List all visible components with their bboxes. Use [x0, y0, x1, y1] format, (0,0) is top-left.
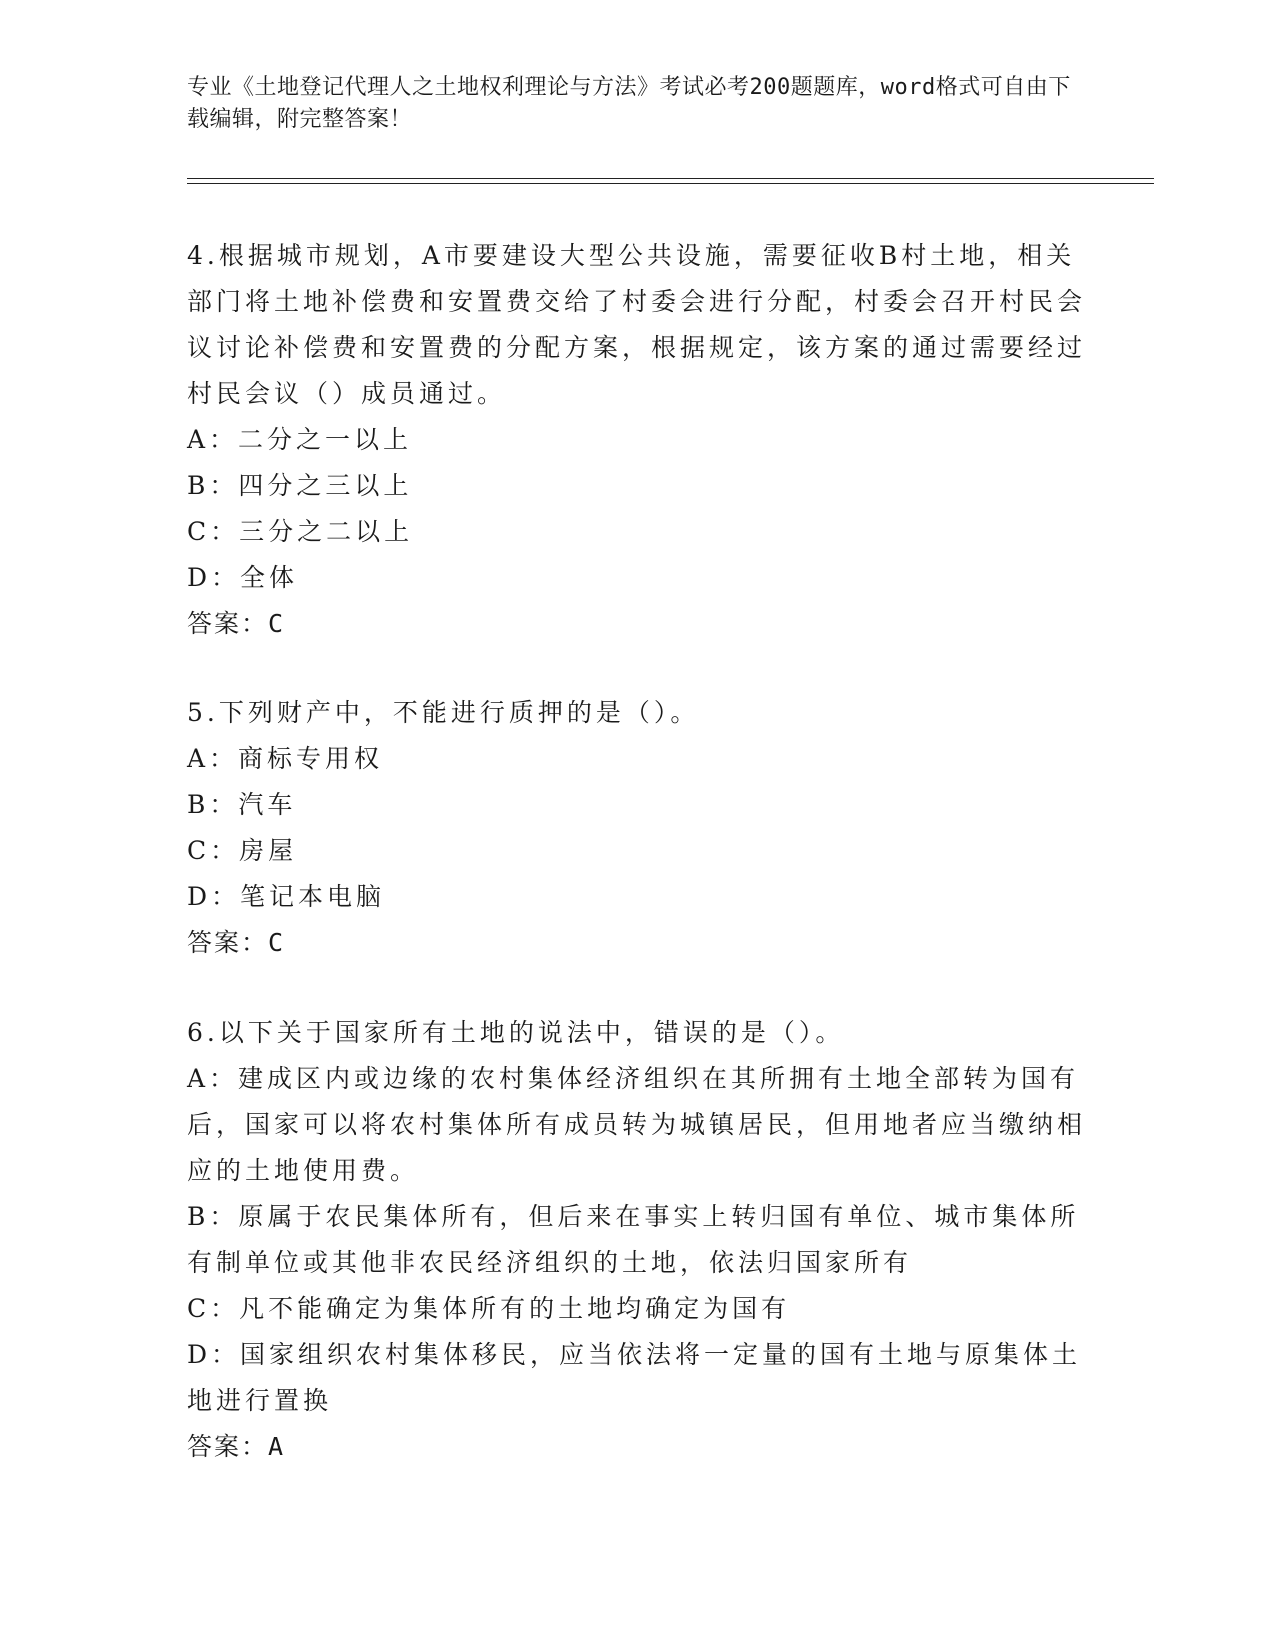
option-c: C：凡不能确定为集体所有的土地均确定为国有 — [187, 1294, 791, 1323]
option-b: B：四分之三以上 — [187, 471, 413, 500]
question-stem: 5.下列财产中，不能进行质押的是（）。 — [187, 698, 700, 727]
answer-value: A — [268, 1432, 285, 1461]
option-a: A：建成区内或边缘的农村集体经济组织在其所拥有土地全部转为国有后，国家可以将农村集体所有成员转为城镇居民，但用地者应当缴纳相应的土地使用费。 — [187, 1064, 1087, 1185]
document-header: 专业《土地登记代理人之土地权利理论与方法》考试必考200题题库，word格式可自由下载编辑，附完整答案！ — [187, 75, 1071, 132]
option-b: B：汽车 — [187, 790, 297, 819]
question-stem: 4.根据城市规划，A市要建设大型公共设施，需要征收B村土地，相关部门将土地补偿费和安置费交给了村委会进行分配，村委会召开村民会议讨论补偿费和安置费的分配方案，根据规定，该方案的通过需要经过村民会议（）成员通过。 — [187, 241, 1087, 408]
question-6 — [187, 1010, 1087, 1470]
answer-value: C — [268, 609, 285, 638]
option-d: D：国家组织农村集体移民，应当依法将一定量的国有土地与原集体土地进行置换 — [187, 1340, 1082, 1415]
answer-value: C — [268, 928, 285, 957]
option-d: D：全体 — [187, 563, 299, 592]
answer-label: 答案： — [187, 1432, 269, 1461]
question-stem: 6.以下关于国家所有土地的说法中，错误的是（）。 — [187, 1018, 845, 1047]
answer-line — [187, 920, 1087, 966]
option-b: B：原属于农民集体所有，但后来在事实上转归国有单位、城市集体所有制单位或其他非农民经济组织的土地，依法归国家所有 — [187, 1202, 1080, 1277]
header-divider-bottom — [187, 183, 1154, 184]
option-a: A：二分之一以上 — [187, 425, 413, 454]
answer-line — [187, 1424, 1087, 1470]
question-5 — [187, 690, 1087, 966]
header-divider-top — [187, 178, 1154, 179]
option-c: C：三分之二以上 — [187, 517, 414, 546]
option-a: A：商标专用权 — [187, 744, 384, 773]
question-4 — [187, 233, 1087, 647]
answer-label: 答案： — [187, 609, 269, 638]
option-d: D：笔记本电脑 — [187, 882, 386, 911]
option-c: C：房屋 — [187, 836, 298, 865]
answer-line — [187, 601, 1087, 647]
answer-label: 答案： — [187, 928, 269, 957]
